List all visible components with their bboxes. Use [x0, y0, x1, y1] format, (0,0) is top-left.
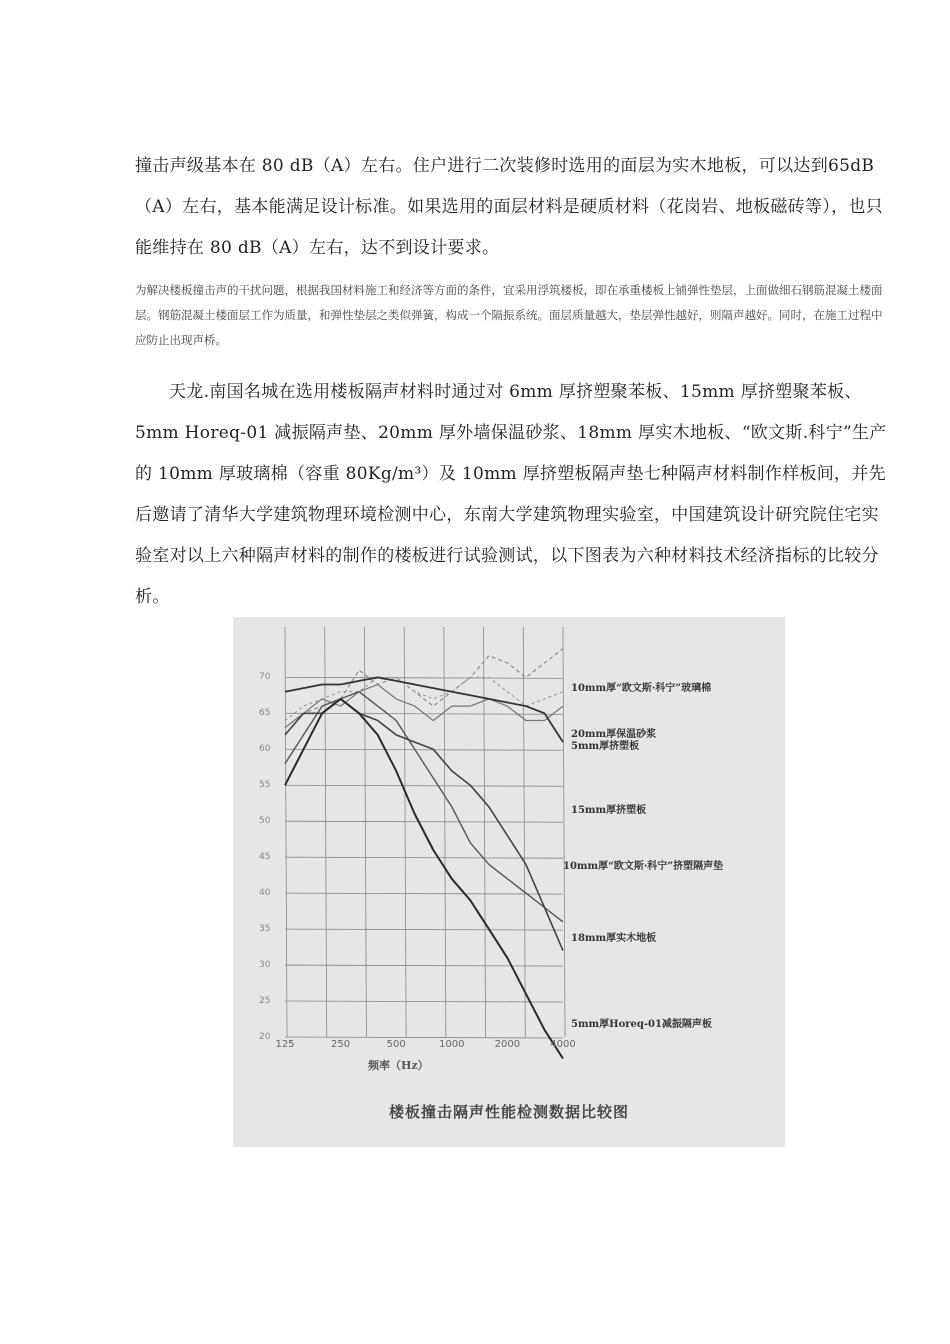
- paragraph-impact-noise: 撞击声级基本在 80 dB（A）左右。住户进行二次装修时选用的面层为实木地板，可以达到65dB（A）左右，基本能满足设计标准。如果选用的面层材料是硬质材料（花岗岩、地板磁砖等），也只能维持在 80 dB（A）左右，达不到设计要求。: [135, 156, 883, 258]
- grid-line-vertical: [523, 627, 525, 1037]
- paragraph-material-tests: [135, 372, 887, 618]
- y-tick-label: 40: [259, 888, 271, 899]
- y-tick-label: 60: [259, 744, 271, 755]
- legend-label: 20mm厚保温砂浆: [571, 729, 657, 740]
- note-floating-floor: 为解决楼板撞击声的干扰问题，根据我国材料施工和经济等方面的条件，宜采用浮筑楼板，即在承重楼板上铺弹性垫层，上面做细石钢筋混凝土楼面层。钢筋混凝土楼面层工作为质量，和弹性垫层之类似弹簧，构成一个隔振系统。面层质量越大，垫层弹性越好，则隔声越好。同时，在施工过程中应防止出现声桥。: [135, 283, 883, 347]
- grid-line-horizontal: [285, 821, 563, 822]
- legend-label: 5mm厚挤塑板: [571, 741, 640, 752]
- grid-line-vertical: [563, 627, 565, 1037]
- y-tick-label: 25: [259, 996, 271, 1007]
- x-tick-label: 1000: [439, 1039, 465, 1050]
- legend-label: 5mm厚Horeq-01减振隔声板: [571, 1019, 712, 1030]
- legend-label: 10mm厚“欧文斯·科宁”玻璃棉: [571, 683, 712, 694]
- y-tick-label: 45: [259, 852, 271, 863]
- legend-label: 15mm厚挤塑板: [571, 805, 647, 816]
- series-line-0: [285, 649, 563, 728]
- grid-line-vertical: [325, 627, 327, 1037]
- paragraph-material-tests-text: 天龙.南国名城在选用楼板隔声材料时通过对 6mm 厚挤塑聚苯板、15mm 厚挤塑聚苯板、5mm Horeq-01 减振隔声垫、20mm 厚外墙保温砂浆、18mm 厚实木地板、“欧文斯.科宁”生产的 10mm 厚玻璃棉（容重 80Kg/m³）及 10mm 厚挤塑板隔声垫七种隔声材料制作样板间，并先后邀请了清华大学建筑物理环境检测中心，东南大学建筑物理实验室，中国建筑设计研究院住宅实验室对以上六种隔声材料的制作的楼板进行试验测试，以下图表为六种材料技术经济指标的比较分析。: [135, 382, 887, 607]
- grid-line-vertical: [444, 627, 446, 1037]
- x-tick-label: 4000: [550, 1039, 576, 1050]
- series-line-4: [285, 692, 563, 922]
- legend-label: 18mm厚实木地板: [571, 933, 657, 944]
- grid-line-horizontal: [285, 929, 563, 930]
- grid-line-horizontal: [285, 785, 563, 786]
- grid-line-vertical: [404, 627, 406, 1037]
- y-tick-label: 65: [259, 708, 271, 719]
- legend-label: 10mm厚“欧文斯·科宁”挤塑隔声垫: [563, 861, 724, 872]
- x-tick-label: 250: [331, 1039, 351, 1050]
- grid-line-vertical: [285, 627, 287, 1037]
- x-tick-label: 2000: [494, 1039, 521, 1050]
- series-line-5: [285, 699, 563, 951]
- chart-title: 楼板撞击隔声性能检测数据比较图: [388, 1103, 629, 1121]
- x-tick-label: 125: [275, 1039, 295, 1050]
- y-tick-label: 50: [259, 816, 271, 827]
- x-axis-title: 频率（Hz）: [368, 1059, 429, 1072]
- chart-figure: [233, 617, 785, 1147]
- x-tick-label: 500: [386, 1039, 406, 1050]
- y-tick-label: 20: [259, 1032, 271, 1042]
- chart-svg: [233, 617, 785, 1147]
- grid-line-vertical: [484, 627, 486, 1037]
- y-tick-label: 30: [259, 960, 271, 971]
- y-tick-label: 70: [259, 672, 271, 683]
- grid-line-horizontal: [285, 749, 563, 750]
- grid-line-horizontal: [285, 677, 563, 678]
- y-tick-label: 55: [259, 780, 271, 791]
- y-tick-label: 35: [259, 924, 271, 935]
- grid-line-horizontal: [285, 893, 563, 894]
- grid-line-horizontal: [285, 1037, 563, 1038]
